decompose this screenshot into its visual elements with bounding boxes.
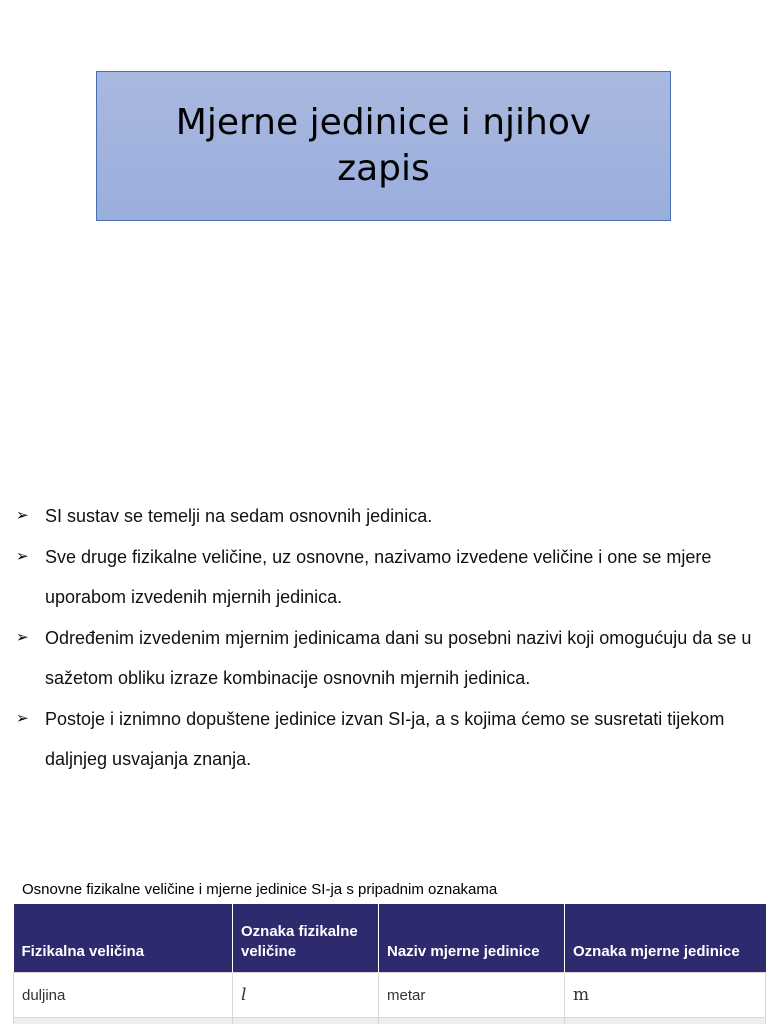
table-caption: Osnovne fizikalne veličine i mjerne jedinice SI-ja s pripadnim oznakama xyxy=(22,881,498,898)
table-row xyxy=(14,973,766,1018)
arrowhead-bullet-icon: ➢ xyxy=(16,507,29,524)
table-cell: m xyxy=(565,973,766,1018)
arrowhead-bullet-icon: ➢ xyxy=(16,709,29,727)
bullet-list xyxy=(16,496,756,780)
arrowhead-bullet-icon: ➢ xyxy=(16,547,29,565)
page-title: Mjerne jedinice i njihov zapis xyxy=(175,102,592,189)
bullet-text: SI sustav se temelji na sedam osnovnih jedinica. xyxy=(45,506,433,526)
table-cell xyxy=(233,1018,379,1024)
column-header: Naziv mjerne jedinice xyxy=(379,904,565,973)
title-box xyxy=(96,71,671,221)
bullet-item xyxy=(16,699,756,780)
column-header: Fizikalna veličina xyxy=(14,904,233,973)
table-cell: duljina xyxy=(14,973,233,1018)
column-header: Oznaka fizikalne veličine xyxy=(233,904,379,973)
column-header: Oznaka mjerne jedinice xyxy=(565,904,766,973)
bullet-item xyxy=(16,537,756,618)
bullet-text: Sve druge fizikalne veličine, uz osnovne, nazivamo izvedene veličine i one se mjere uporabom izvedenih mjernih jedinica. xyxy=(45,546,712,607)
bullet-text: Postoje i iznimno dopuštene jedinice izvan SI-ja, a s kojima ćemo se susretati tijekom daljnjeg usvajanja znanja. xyxy=(45,708,725,769)
table-cell: metar xyxy=(379,973,565,1018)
table-cell xyxy=(565,1018,766,1024)
table-header-row xyxy=(14,904,766,973)
si-units-table xyxy=(13,904,766,1024)
table-cell: l xyxy=(233,973,379,1018)
arrowhead-bullet-icon: ➢ xyxy=(16,628,29,646)
bullet-item xyxy=(16,618,756,699)
table-cell xyxy=(379,1018,565,1024)
bullet-text: Određenim izvedenim mjernim jedinicama dani su posebni nazivi koji omogućuju da se u sažetom obliku izraze kombinacije osnovnih mjernih jedinica. xyxy=(45,627,752,688)
table-row xyxy=(14,1018,766,1024)
table-cell xyxy=(14,1018,233,1024)
bullet-item xyxy=(16,496,756,537)
